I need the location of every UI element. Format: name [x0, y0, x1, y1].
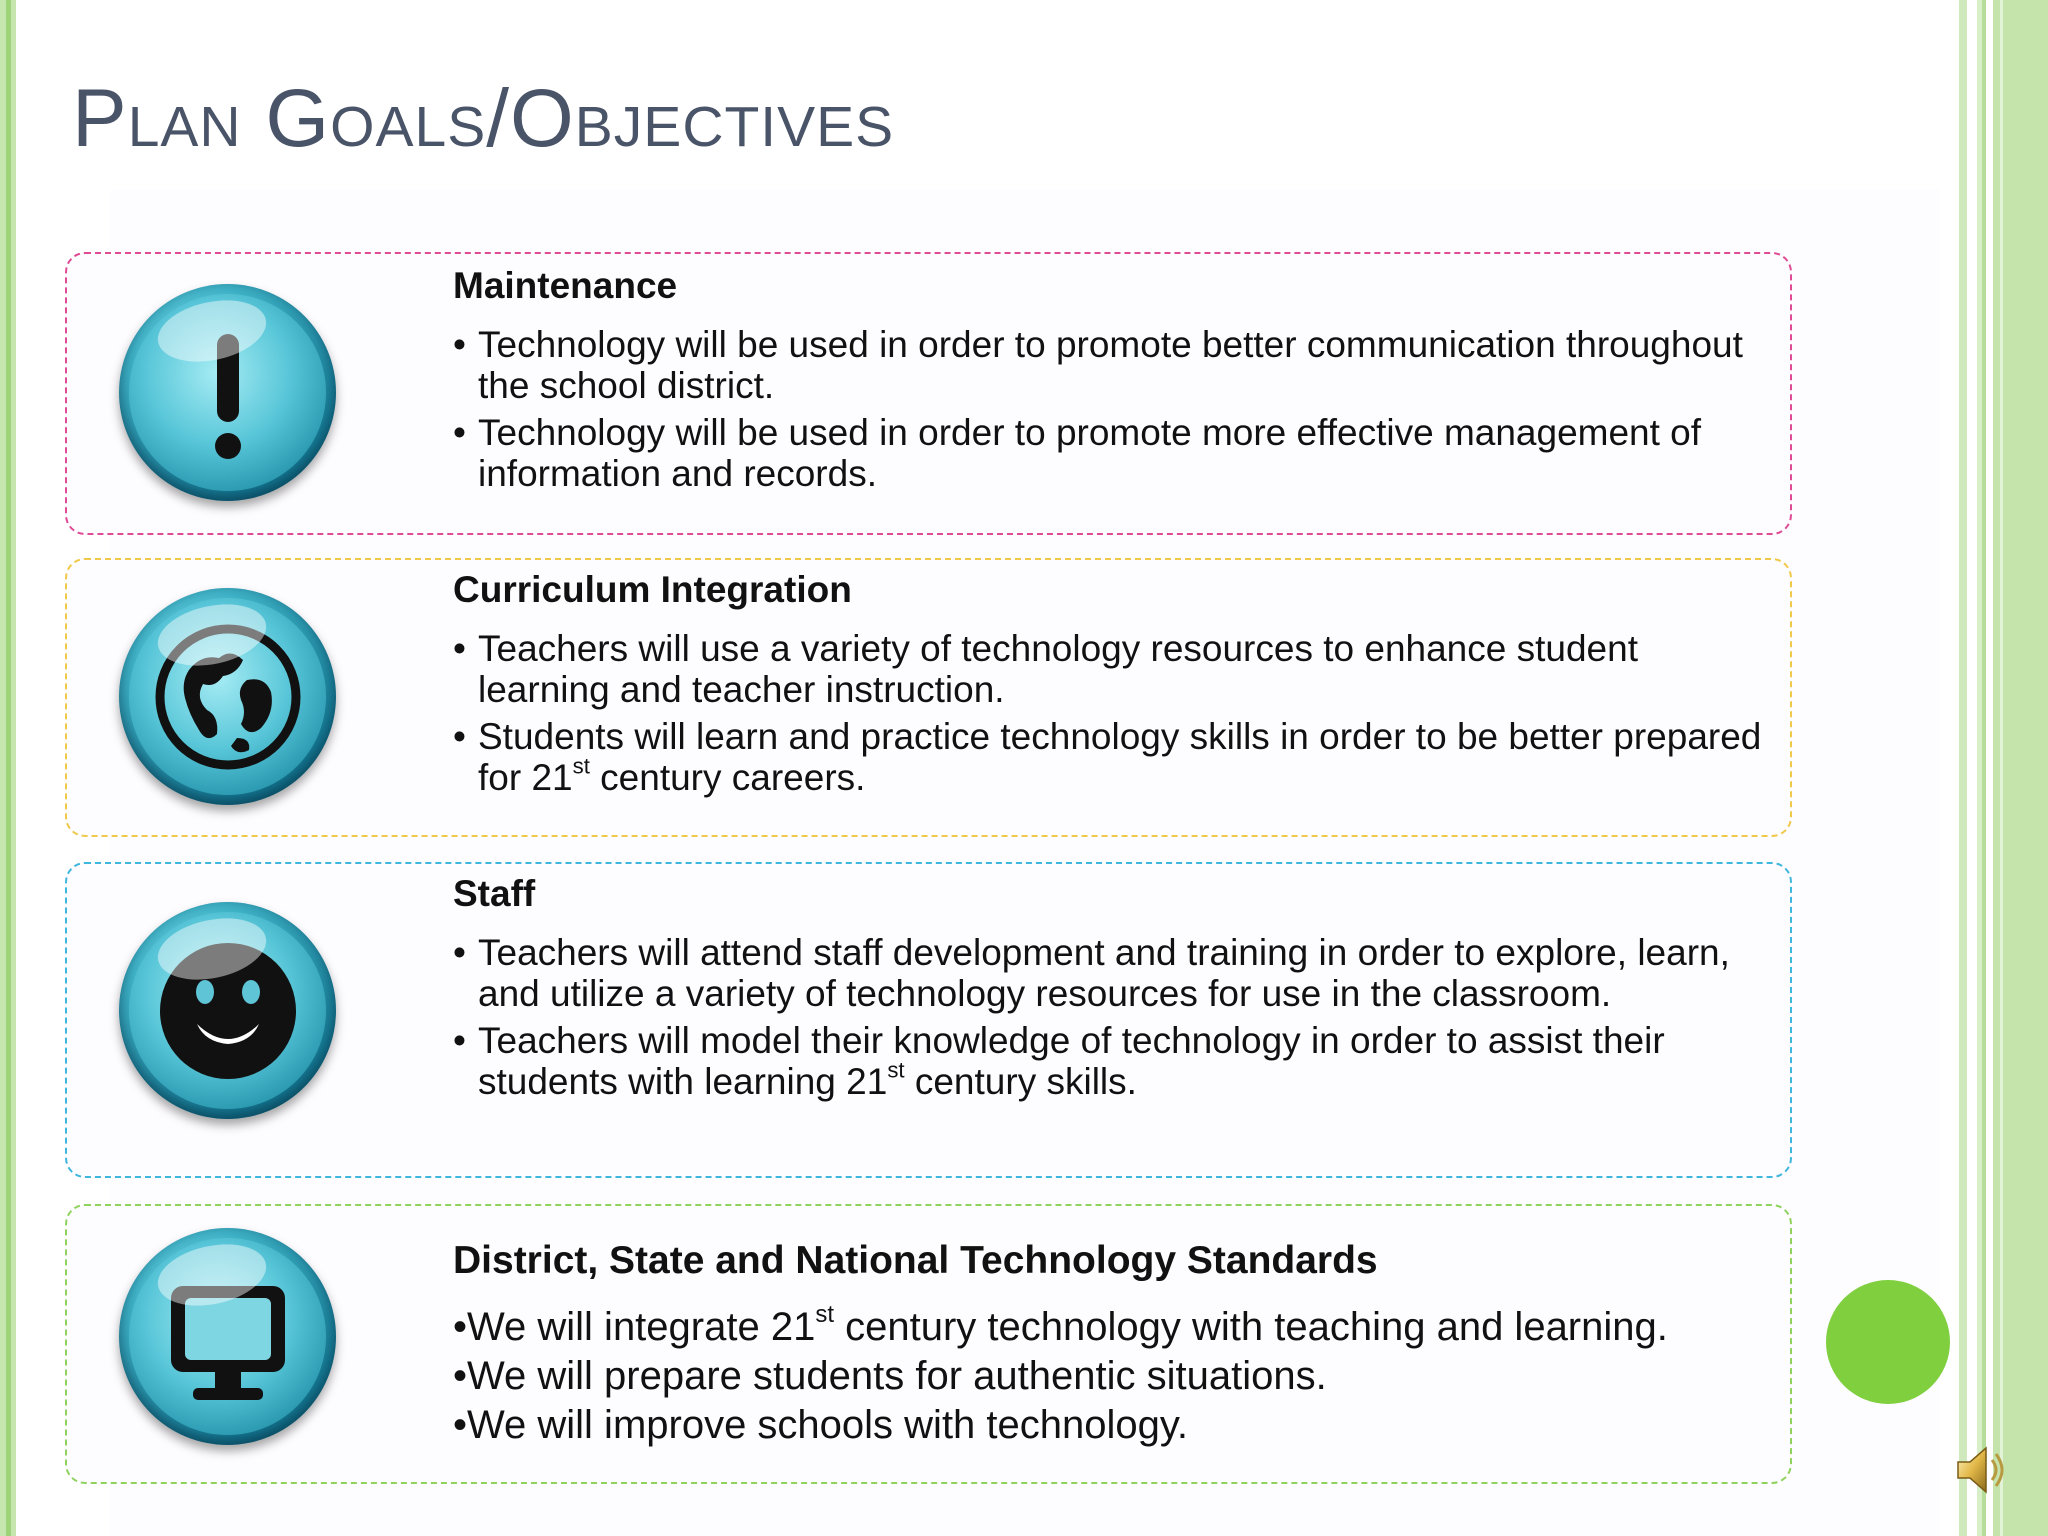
bullet-item: • Technology will be used in order to promote more effective management of information and records.	[453, 412, 1773, 494]
bullet-list	[453, 628, 1773, 798]
section-heading: Curriculum Integration	[453, 569, 852, 610]
bullet-item: • We will prepare students for authentic situations.	[453, 1352, 1773, 1401]
bullet-text: century careers.	[589, 757, 866, 799]
superscript: st	[572, 753, 590, 779]
monitor-icon	[119, 1228, 336, 1445]
superscript: st	[887, 1057, 905, 1083]
globe-icon	[119, 588, 336, 805]
bullet-text: century technology with teaching and learning.	[834, 1304, 1668, 1349]
section-technology-standards	[65, 1204, 1792, 1484]
smiley-icon	[119, 902, 336, 1119]
speaker-icon[interactable]	[1956, 1440, 2006, 1500]
section-heading: District, State and National Technology Standards	[453, 1239, 1378, 1282]
bullet-item	[453, 716, 1773, 798]
right-frame-line-light	[2000, 0, 2003, 1536]
slide-title: Plan Goals/Objectives	[72, 73, 895, 164]
section-content	[453, 264, 1773, 500]
bullet-item: • Teachers will use a variety of technology resources to enhance student learning and teacher instruction.	[453, 628, 1773, 710]
bullet-item	[453, 1300, 1773, 1352]
section-heading: Staff	[453, 873, 536, 914]
section-heading: Maintenance	[453, 265, 678, 306]
right-frame-line	[1982, 0, 1986, 1536]
superscript: st	[815, 1300, 834, 1328]
bullet-item	[453, 1020, 1773, 1102]
bullet-text: We will integrate 21	[467, 1304, 816, 1349]
section-staff	[65, 862, 1792, 1178]
section-content	[453, 568, 1773, 804]
bullet-item: • Teachers will attend staff development and training in order to explore, learn, and utilize a variety of technology resources for use in the classroom.	[453, 932, 1773, 1014]
decorative-green-circle	[1826, 1280, 1950, 1404]
bullet-list	[453, 932, 1773, 1102]
bullet-text: Teachers will model their knowledge of technology in order to assist their students with learning 21	[478, 1020, 1665, 1103]
left-frame-stripe-inner	[6, 0, 11, 1536]
exclamation-icon	[119, 284, 336, 501]
bullet-text: Students will learn and practice technology skills in order to be better prepared for 21	[478, 716, 1762, 799]
section-curriculum-integration	[65, 558, 1792, 837]
bullet-list	[453, 1300, 1773, 1450]
section-content	[453, 1238, 1773, 1450]
section-maintenance	[65, 252, 1792, 535]
bullet-text: century skills.	[904, 1061, 1137, 1103]
bullet-item: • We will improve schools with technology.	[453, 1401, 1773, 1450]
bullet-item: • Technology will be used in order to promote better communication throughout the school district.	[453, 324, 1773, 406]
section-content	[453, 872, 1773, 1108]
bullet-list	[453, 324, 1773, 494]
